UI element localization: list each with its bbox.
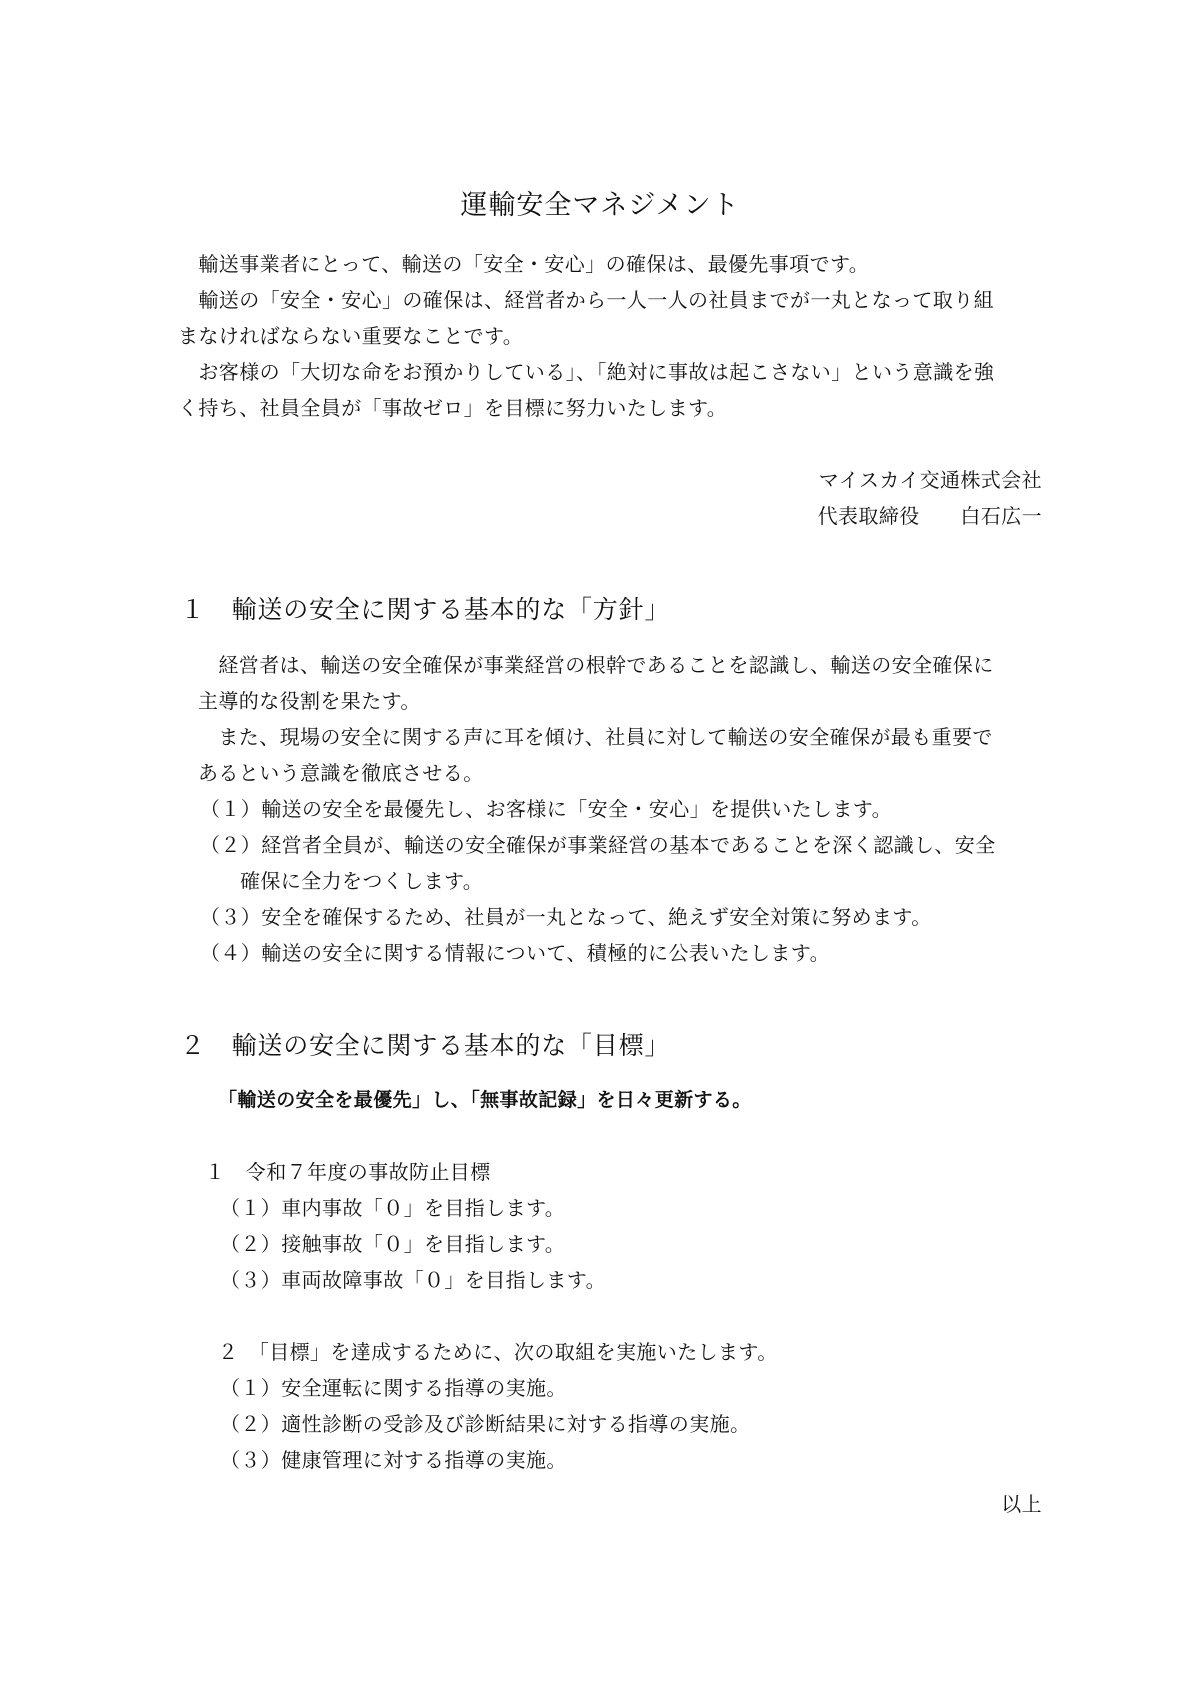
section2-sub2-item-3: （３）健康管理に対する指導の実施。: [220, 1448, 567, 1472]
page-title: 運輸安全マネジメント: [460, 190, 740, 221]
section1-item-1: （１）輸送の安全を最優先し、お客様に「安全・安心」を提供いたします。: [200, 797, 892, 821]
intro-line-4: お客様の「大切な命をお預かりしている」、「絶対に事故は起こさない」という意識を強: [178, 360, 995, 384]
section2-sub1-item-3: （３）車両故障事故「０」を目指します。: [220, 1268, 606, 1292]
section1-para-line-1: 経営者は、輸送の安全確保が事業経営の根幹であることを認識し、輸送の安全確保に: [198, 653, 994, 677]
section1-para-line-4: あるという意識を徹底させる。: [198, 761, 484, 785]
section2-sub1-heading: １ 令和７年度の事故防止目標: [205, 1160, 491, 1184]
section1-heading: １ 輸送の安全に関する基本的な「方針」: [180, 595, 671, 624]
section1-para-line-2: 主導的な役割を果たす。: [198, 689, 421, 713]
section1-item-2: （２）経営者全員が、輸送の安全確保が事業経営の基本であることを深く認識し、安全: [200, 833, 996, 857]
section1-item-4: （４）輸送の安全に関する情報について、積極的に公表いたします。: [200, 941, 830, 965]
section2-sub1-item-2: （２）接触事故「０」を目指します。: [220, 1232, 566, 1256]
section2-sub1-item-1: （１）車内事故「０」を目指します。: [220, 1196, 566, 1220]
section2-heading: ２ 輸送の安全に関する基本的な「目標」: [180, 1031, 671, 1060]
company-name: マイスカイ交通株式会社: [818, 468, 1042, 492]
section1-item-3: （３）安全を確保するため、社員が一丸となって、絶えず安全対策に努めます。: [200, 905, 932, 929]
section2-motto: 「輸送の安全を最優先」し、「無事故記録」を日々更新する。: [218, 1089, 752, 1111]
section1-para-line-3: また、現場の安全に関する声に耳を傾け、社員に対して輸送の安全確保が最も重要で: [198, 725, 993, 749]
representative-name: 代表取締役 白石広一: [817, 504, 1042, 528]
intro-line-2: 輸送の「安全・安心」の確保は、経営者から一人一人の社員までが一丸となって取り組: [178, 288, 994, 312]
section2-sub2-heading: ２ 「目標」を達成するために、次の取組を実施いたします。: [218, 1340, 778, 1364]
section1-item-2-cont: 確保に全力をつくします。: [240, 869, 484, 893]
intro-line-3: まなければならない重要なことです。: [178, 324, 524, 348]
intro-line-1: 輸送事業者にとって、輸送の「安全・安心」の確保は、最優先事項です。: [178, 252, 870, 276]
closing-text: 以上: [1001, 1492, 1042, 1516]
intro-line-5: く持ち、社員全員が「事故ゼロ」を目標に努力いたします。: [178, 396, 728, 420]
section2-sub2-item-1: （１）安全運転に関する指導の実施。: [220, 1376, 567, 1400]
section2-sub2-item-2: （２）適性診断の受診及び診断結果に対する指導の実施。: [220, 1412, 751, 1436]
